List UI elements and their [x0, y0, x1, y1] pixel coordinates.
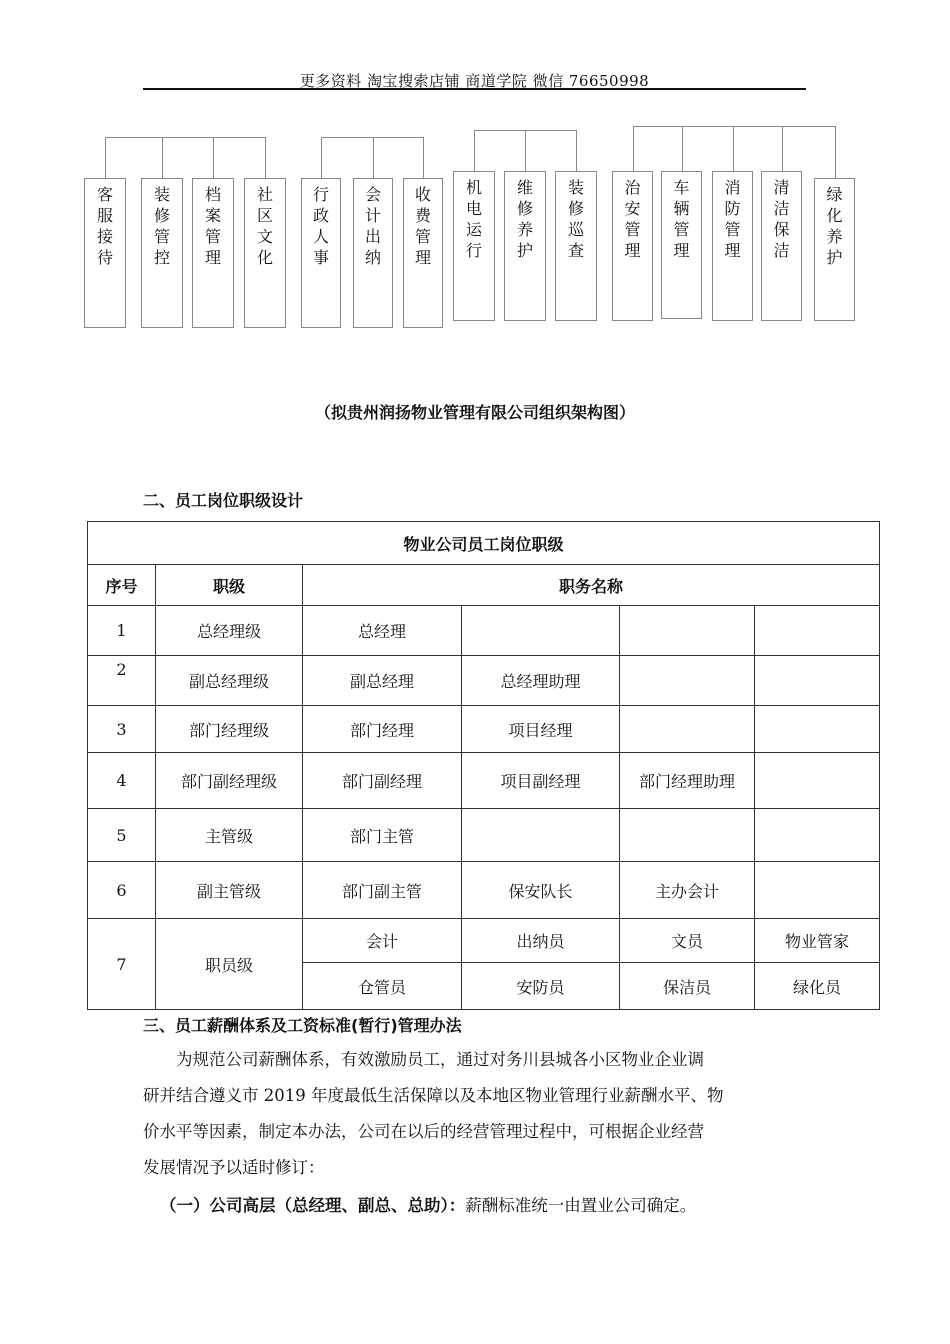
position-cell: 文员 [620, 919, 755, 963]
position-cell [755, 656, 880, 706]
row-number: 5 [88, 809, 156, 862]
org-connector-line [423, 137, 424, 178]
row-number: 7 [88, 919, 156, 1010]
position-cell [462, 809, 620, 862]
org-connector-line [682, 126, 683, 171]
position-cell: 保洁员 [620, 963, 755, 1010]
table-row [88, 706, 880, 753]
table-row [88, 606, 880, 656]
org-connector-bar [633, 126, 835, 127]
row-rank: 副主管级 [156, 862, 303, 919]
position-cell: 物业管家 [755, 919, 880, 963]
position-cell [620, 706, 755, 753]
org-unit-label: 绿化养护 [826, 185, 843, 267]
position-cell: 部门主管 [303, 809, 462, 862]
org-connector-bar [321, 137, 423, 138]
org-connector-line [162, 137, 163, 178]
position-cell: 总经理 [303, 606, 462, 656]
position-cell [755, 606, 880, 656]
rank-table [87, 521, 880, 1010]
row-number: 2 [88, 656, 156, 706]
org-connector-bar [105, 137, 265, 138]
row-number: 1 [88, 606, 156, 656]
position-cell [620, 809, 755, 862]
table-row [88, 919, 880, 963]
section-2-heading: 二、员工岗位职级设计 [143, 491, 304, 510]
table-row [88, 862, 880, 919]
row-rank: 总经理级 [156, 606, 303, 656]
section-3-heading: 三、员工薪酬体系及工资标准(暂行)管理办法 [143, 1016, 462, 1035]
org-connector-line [835, 126, 836, 178]
position-cell [620, 606, 755, 656]
org-connector-line [213, 137, 214, 178]
header-rank: 职级 [156, 565, 303, 606]
position-cell: 会计 [303, 919, 462, 963]
paragraph-line: 为规范公司薪酬体系，有效激励员工，通过对务川县城各小区物业企业调 [176, 1050, 704, 1069]
org-unit-label: 行政人事 [312, 185, 329, 267]
org-connector-line [525, 130, 526, 171]
header-positions: 职务名称 [303, 565, 880, 606]
position-cell: 项目经理 [462, 706, 620, 753]
org-connector-line [576, 130, 577, 171]
org-unit-label: 装修巡查 [567, 178, 584, 260]
org-unit-label: 治安管理 [624, 178, 641, 260]
paragraph-line: 价水平等因素，制定本办法，公司在以后的经营管理过程中，可根据企业经营 [143, 1122, 704, 1141]
position-cell: 安防员 [462, 963, 620, 1010]
position-cell: 仓管员 [303, 963, 462, 1010]
org-connector-line [733, 126, 734, 171]
org-chart [0, 0, 950, 340]
position-cell: 主办会计 [620, 862, 755, 919]
org-unit-label: 收费管理 [414, 185, 431, 267]
item-1 [160, 1192, 696, 1216]
table-title: 物业公司员工岗位职级 [88, 522, 880, 565]
org-unit-label: 社区文化 [256, 185, 273, 267]
table-row [88, 809, 880, 862]
position-cell: 部门经理助理 [620, 753, 755, 809]
org-connector-line [321, 137, 322, 178]
table-row [88, 753, 880, 809]
org-unit-label: 客服接待 [96, 185, 113, 267]
row-rank: 部门经理级 [156, 706, 303, 753]
position-cell: 保安队长 [462, 862, 620, 919]
org-unit-label: 档案管理 [204, 185, 221, 267]
org-unit-label: 清洁保洁 [773, 178, 790, 260]
org-connector-line [265, 137, 266, 178]
org-connector-line [633, 126, 634, 171]
row-number: 3 [88, 706, 156, 753]
position-cell: 绿化员 [755, 963, 880, 1010]
position-cell: 部门副主管 [303, 862, 462, 919]
org-unit-label: 会计出纳 [364, 185, 381, 267]
org-chart-caption: （拟贵州润扬物业管理有限公司组织架构图） [314, 403, 635, 422]
position-cell: 总经理助理 [462, 656, 620, 706]
item-1-title: （一）公司高层（总经理、副总、总助）： [160, 1196, 466, 1215]
item-1-text: 薪酬标准统一由置业公司确定。 [465, 1196, 697, 1215]
position-cell: 副总经理 [303, 656, 462, 706]
paragraph-line: 发展情况予以适时修订： [143, 1158, 325, 1177]
org-connector-line [782, 126, 783, 171]
position-cell: 项目副经理 [462, 753, 620, 809]
paragraph-line: 研并结合遵义市 2019 年度最低生活保障以及本地区物业管理行业薪酬水平、物 [143, 1086, 724, 1105]
row-rank: 副总经理级 [156, 656, 303, 706]
row-rank: 主管级 [156, 809, 303, 862]
row-rank: 部门副经理级 [156, 753, 303, 809]
org-connector-line [373, 137, 374, 178]
position-cell: 部门副经理 [303, 753, 462, 809]
row-rank: 职员级 [156, 919, 303, 1010]
position-cell [755, 706, 880, 753]
org-unit-label: 车辆管理 [673, 178, 690, 260]
position-cell: 部门经理 [303, 706, 462, 753]
row-number: 4 [88, 753, 156, 809]
position-cell [620, 656, 755, 706]
org-unit-label: 机电运行 [465, 178, 482, 260]
position-cell [755, 753, 880, 809]
org-unit-label: 装修管控 [153, 185, 170, 267]
table-row [88, 656, 880, 706]
position-cell [462, 606, 620, 656]
org-connector-line [474, 130, 475, 171]
row-number: 6 [88, 862, 156, 919]
position-cell [755, 809, 880, 862]
org-connector-line [105, 137, 106, 178]
org-unit-label: 维修养护 [516, 178, 533, 260]
org-unit-label: 消防管理 [724, 178, 741, 260]
page-header-text: 更多资料 淘宝搜索店铺 商道学院 微信 76650998 [299, 72, 650, 90]
position-cell: 出纳员 [462, 919, 620, 963]
position-cell [755, 862, 880, 919]
policy-paragraph [143, 1042, 806, 1186]
header-no: 序号 [88, 565, 156, 606]
